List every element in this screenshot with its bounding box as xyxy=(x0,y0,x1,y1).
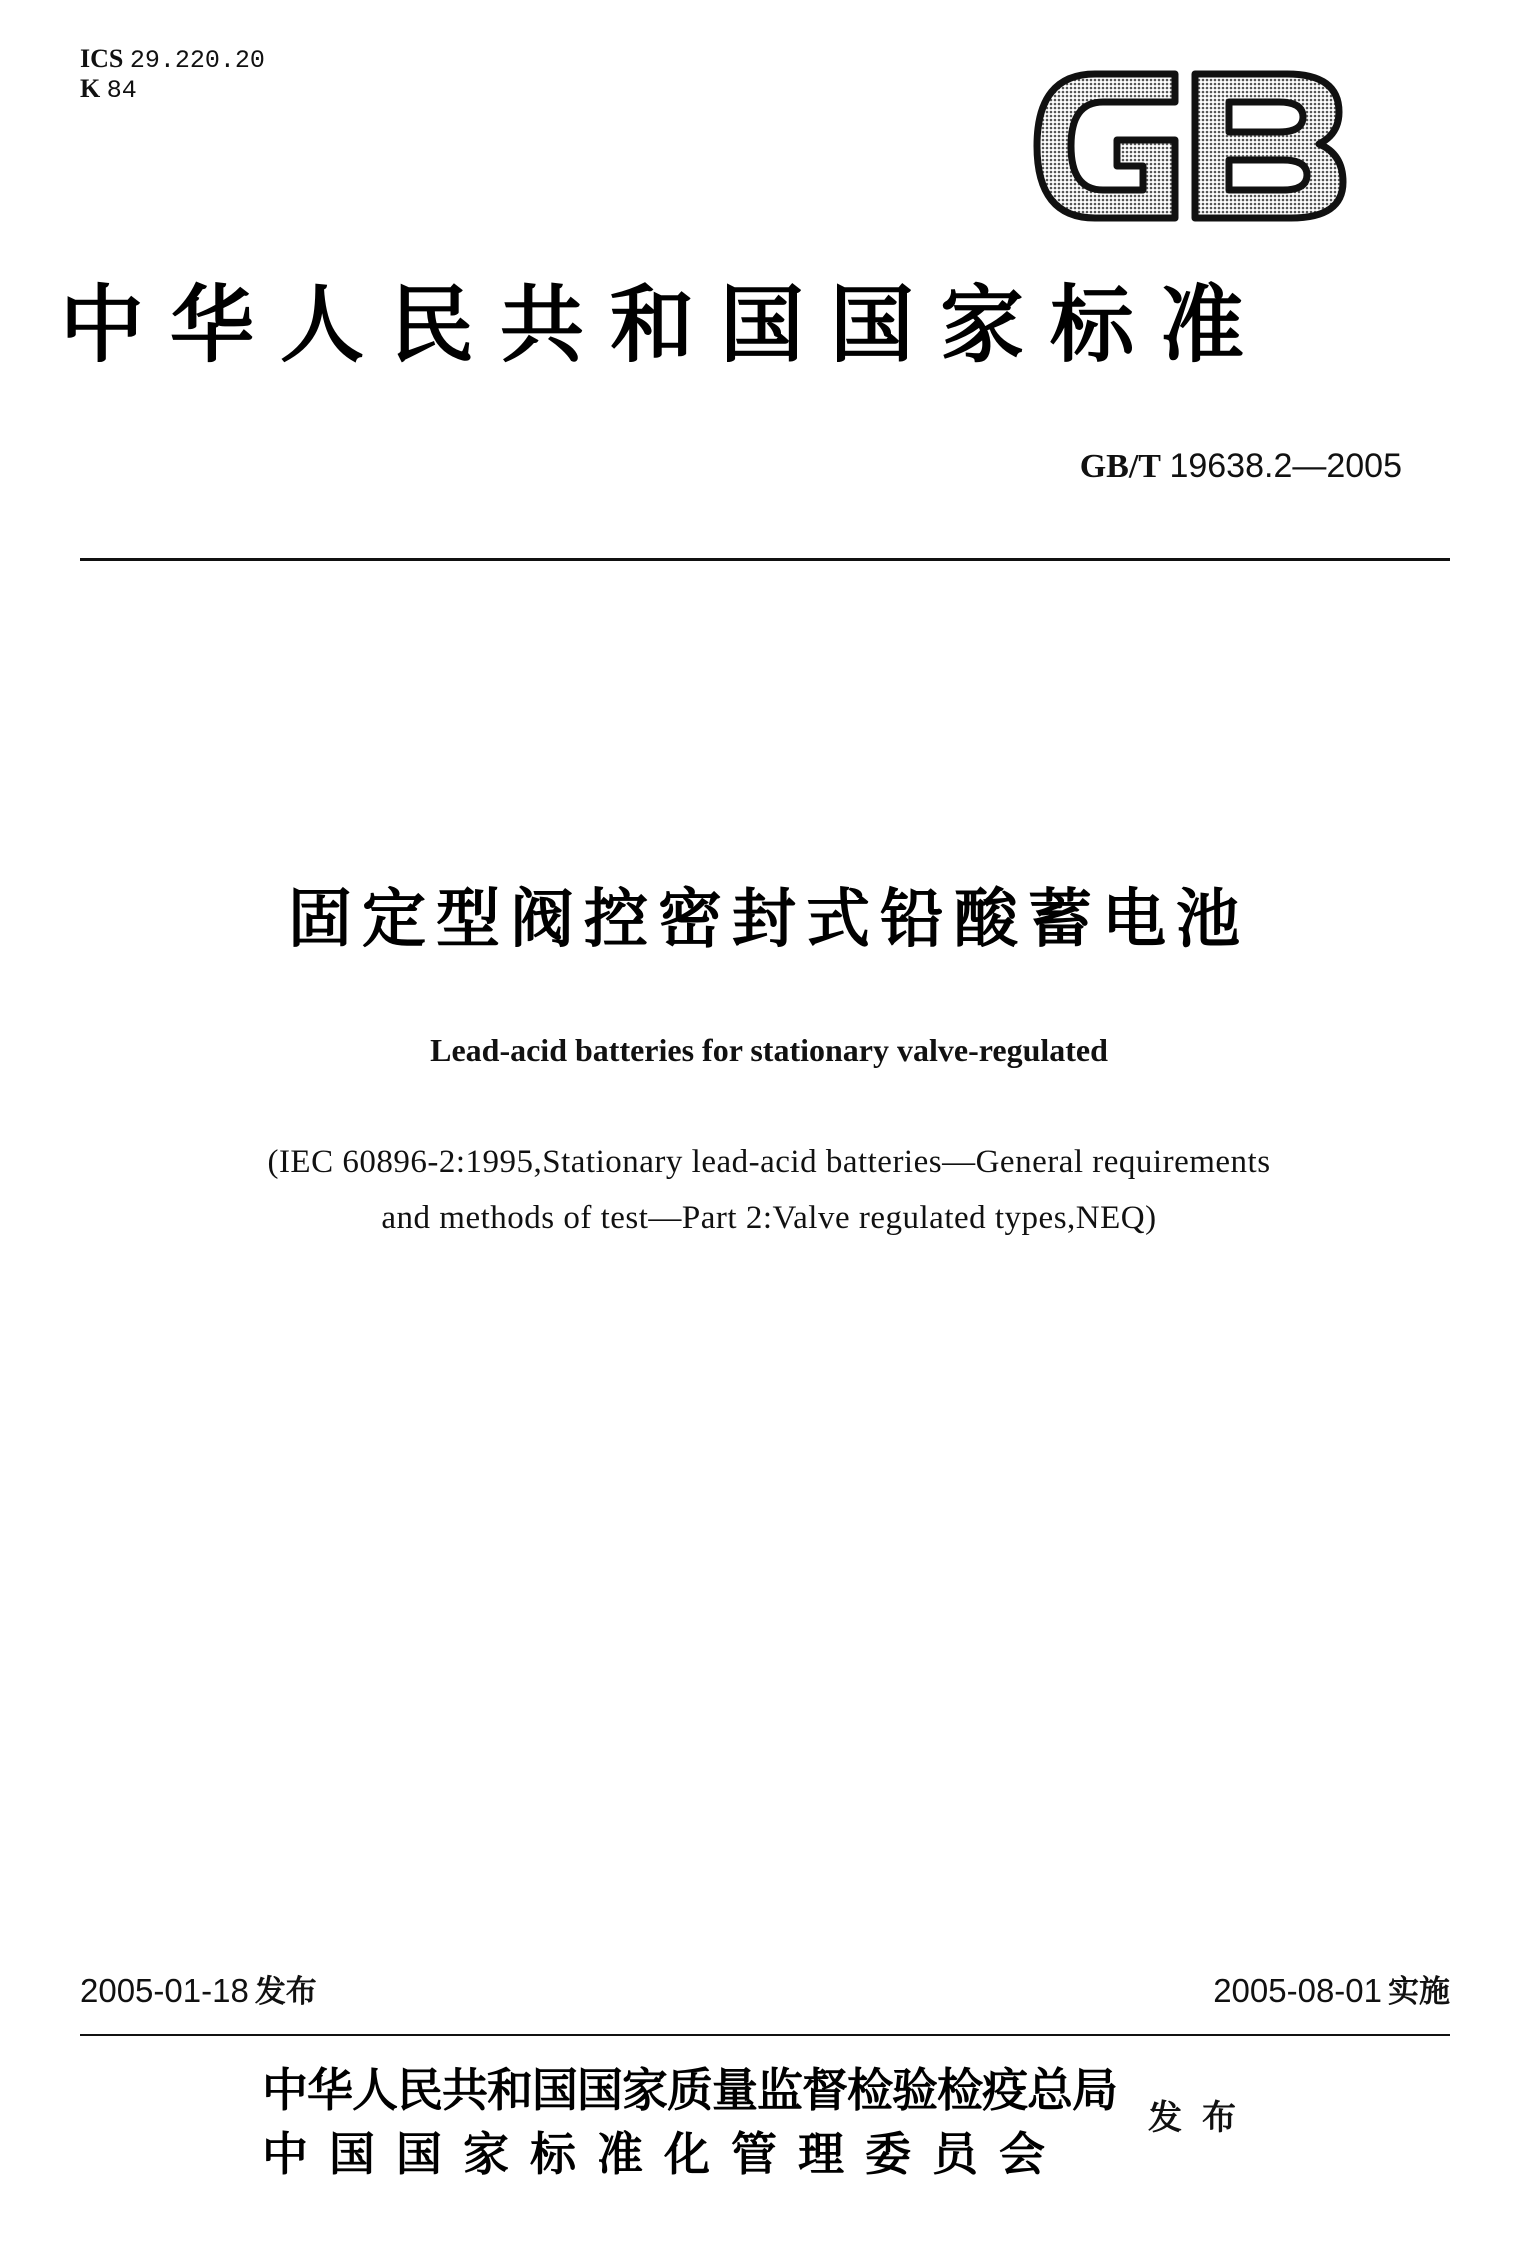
reference-standard-line-2: and methods of test—Part 2:Valve regulated types,NEQ) xyxy=(381,1200,1157,1236)
ccs-code xyxy=(80,74,137,106)
standard-number-prefix: GB/T xyxy=(1079,448,1161,485)
ics-label: ICS xyxy=(80,44,124,73)
ics-value: 29.220.20 xyxy=(129,46,265,75)
document-title-chinese: 固定型阀控密封式铅酸蓄电池 xyxy=(288,883,1250,957)
document-title-english: Lead-acid batteries for stationary valve-regulated xyxy=(430,1032,1108,1068)
issue-date xyxy=(80,1970,317,2013)
issue-date-value: 2005-01-18 xyxy=(80,1972,249,2009)
ics-code xyxy=(80,44,265,76)
reference-standard-line-1: (IEC 60896-2:1995,Stationary lead-acid batteries—General requirements xyxy=(267,1144,1271,1180)
issuer-line-1: 中华人民共和国国家质量监督检验检疫总局 xyxy=(262,2063,1117,2117)
standard-category-title: 中华人民共和国国家标准 xyxy=(60,275,1271,374)
gb-national-standard-logo-icon xyxy=(1025,62,1355,230)
effective-date-label: 实施 xyxy=(1388,1974,1450,2010)
footer-divider xyxy=(80,2034,1450,2036)
publish-label: 发布 xyxy=(1148,2098,1256,2138)
standard-number xyxy=(1080,446,1402,487)
standard-number-value: 19638.2—2005 xyxy=(1169,447,1402,485)
effective-date-value: 2005-08-01 xyxy=(1213,1972,1382,2009)
issue-date-label: 发布 xyxy=(254,1974,317,2010)
header-divider xyxy=(80,558,1450,561)
ccs-label: K xyxy=(80,74,101,103)
ccs-value: 84 xyxy=(106,76,137,105)
issuer-line-2: 中国国家标准化管理委员会 xyxy=(262,2127,1066,2181)
effective-date xyxy=(1213,1970,1450,2013)
